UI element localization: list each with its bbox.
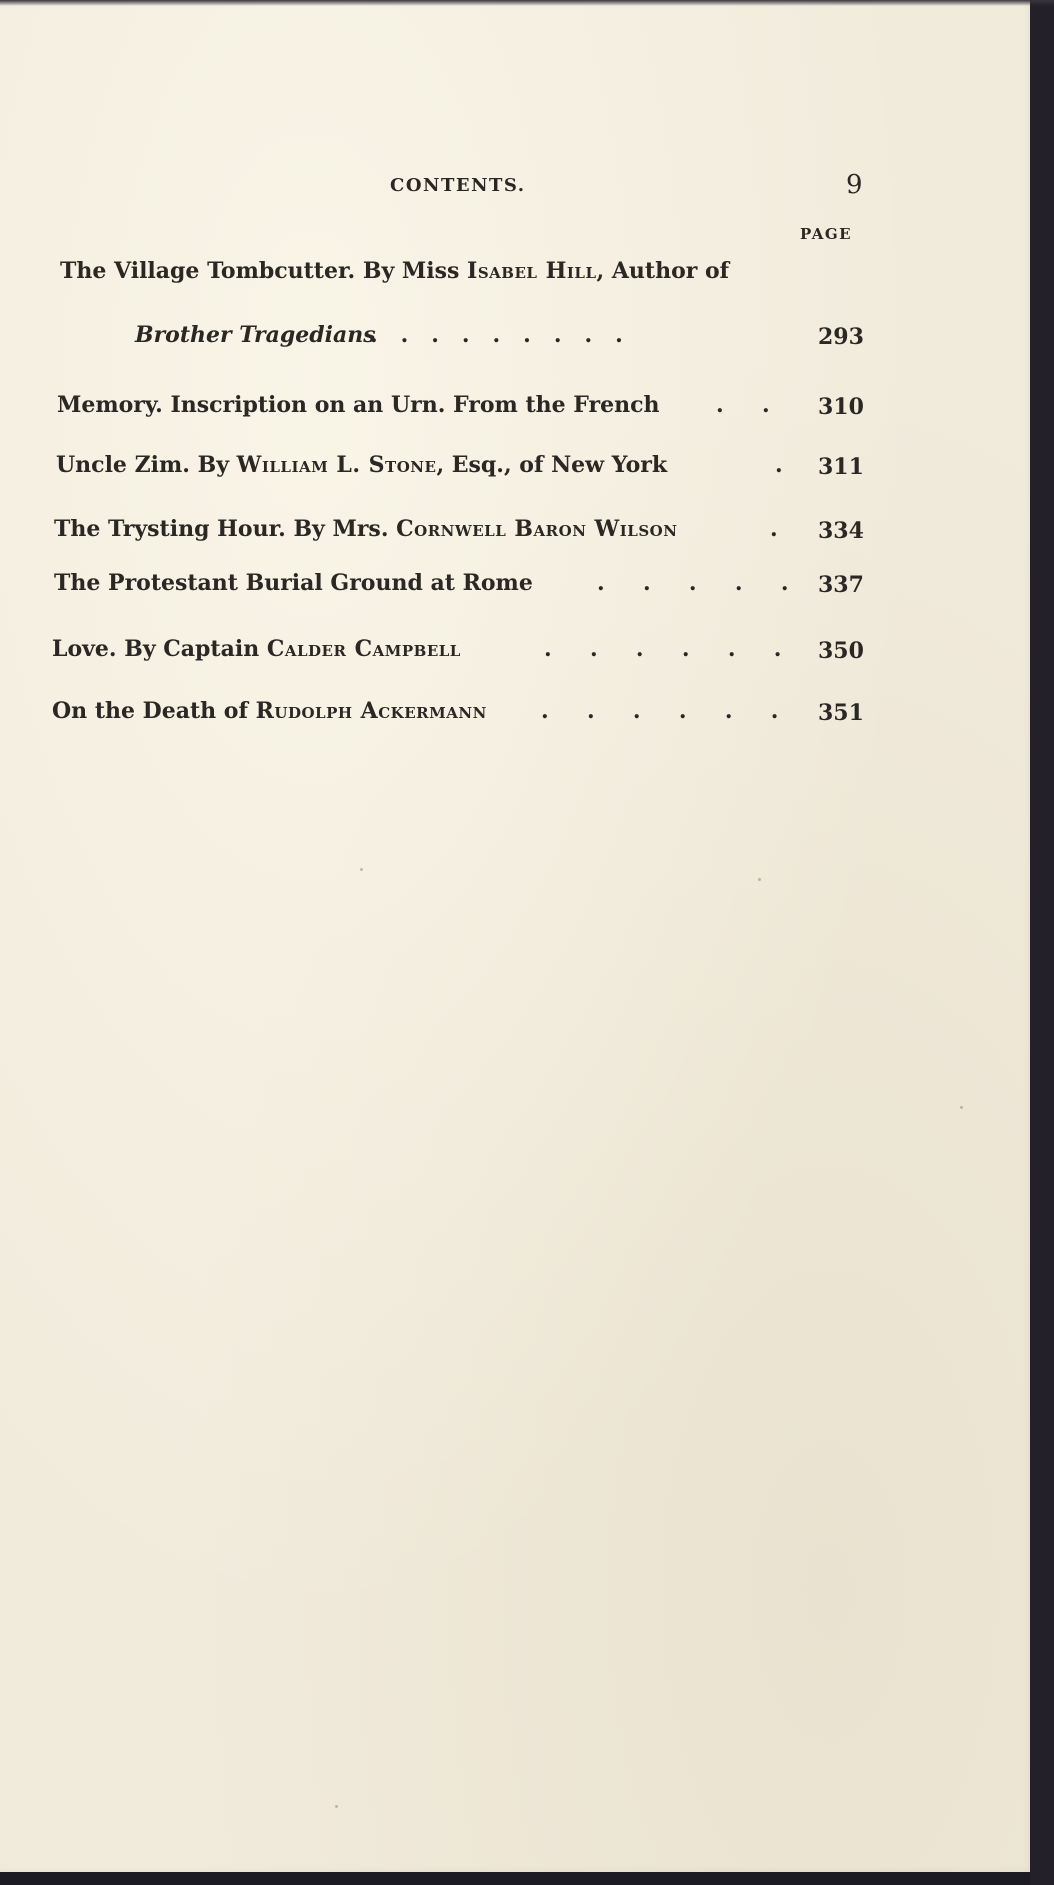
toc-entry-italic-title: Brother Tragedians — [135, 322, 376, 348]
toc-entry-title: Memory. Inscription on an Urn. From the French — [57, 392, 660, 418]
toc-entry-author: Calder Campbell — [266, 636, 461, 662]
toc-entry-village-tombcutter-cont — [0, 322, 1036, 362]
toc-entry-page: 310 — [818, 394, 864, 420]
paper-speck — [335, 1805, 338, 1808]
toc-entry-author: Cornwell Baron Wilson — [396, 516, 678, 542]
toc-entry-title-text: The Village Tombcutter. By Miss — [60, 258, 468, 284]
toc-entry-death-of-ackermann — [0, 698, 1036, 738]
page-top-shadow — [0, 0, 1054, 6]
toc-entry-page: 351 — [818, 700, 864, 726]
leader-dots: . . . . . . — [541, 698, 779, 724]
toc-entry-uncle-zim — [0, 452, 1036, 492]
toc-entry-author: Isabel Hill — [467, 258, 597, 284]
toc-entry-title-text: Love. By Captain — [52, 636, 267, 662]
toc-entry-title — [54, 516, 677, 542]
book-cover-edge — [1030, 0, 1054, 1885]
page-number: 9 — [846, 170, 863, 200]
toc-entry-protestant-burial-ground — [0, 570, 1036, 610]
leader-dots: . . . . . — [597, 570, 789, 596]
toc-entry-title-text: , Esq., of New York — [436, 452, 668, 478]
leader-dots: . . . . . . . . . — [370, 322, 623, 348]
toc-entry-title-text: On the Death of — [52, 698, 256, 724]
toc-entry-trysting-hour — [0, 516, 1036, 556]
leader-dots: . — [770, 516, 778, 542]
toc-entry-title-text: Uncle Zim. By — [56, 452, 237, 478]
toc-entry-title — [60, 258, 729, 284]
toc-entry-title: The Protestant Burial Ground at Rome — [54, 570, 533, 596]
toc-entry-title — [52, 636, 461, 662]
paper-speck — [360, 868, 363, 871]
toc-entry-title-text: , Author of — [596, 258, 730, 284]
toc-entry-title — [56, 452, 667, 478]
toc-entry-author: William L. Stone — [236, 452, 437, 478]
toc-entry-page: 293 — [818, 324, 864, 350]
toc-entry-page: 334 — [818, 518, 864, 544]
paper-speck — [758, 878, 761, 881]
running-head: CONTENTS. — [390, 175, 526, 196]
toc-entry-page: 337 — [818, 572, 864, 598]
toc-entry-page: 350 — [818, 638, 864, 664]
page-column-label: PAGE — [800, 225, 853, 243]
toc-entry-memory — [0, 392, 1036, 432]
toc-entry-love — [0, 636, 1036, 676]
toc-entry-title-text: The Trysting Hour. By Mrs. — [54, 516, 397, 542]
leader-dots: . . — [716, 392, 770, 418]
toc-entry-author: Rudolph Ackermann — [255, 698, 487, 724]
leader-dots: . . . . . . — [544, 636, 782, 662]
toc-entry-village-tombcutter — [0, 258, 1036, 298]
leader-dots: . — [775, 452, 783, 478]
toc-entry-title — [52, 698, 487, 724]
paper-speck — [960, 1106, 963, 1109]
toc-entry-page: 311 — [818, 454, 864, 480]
